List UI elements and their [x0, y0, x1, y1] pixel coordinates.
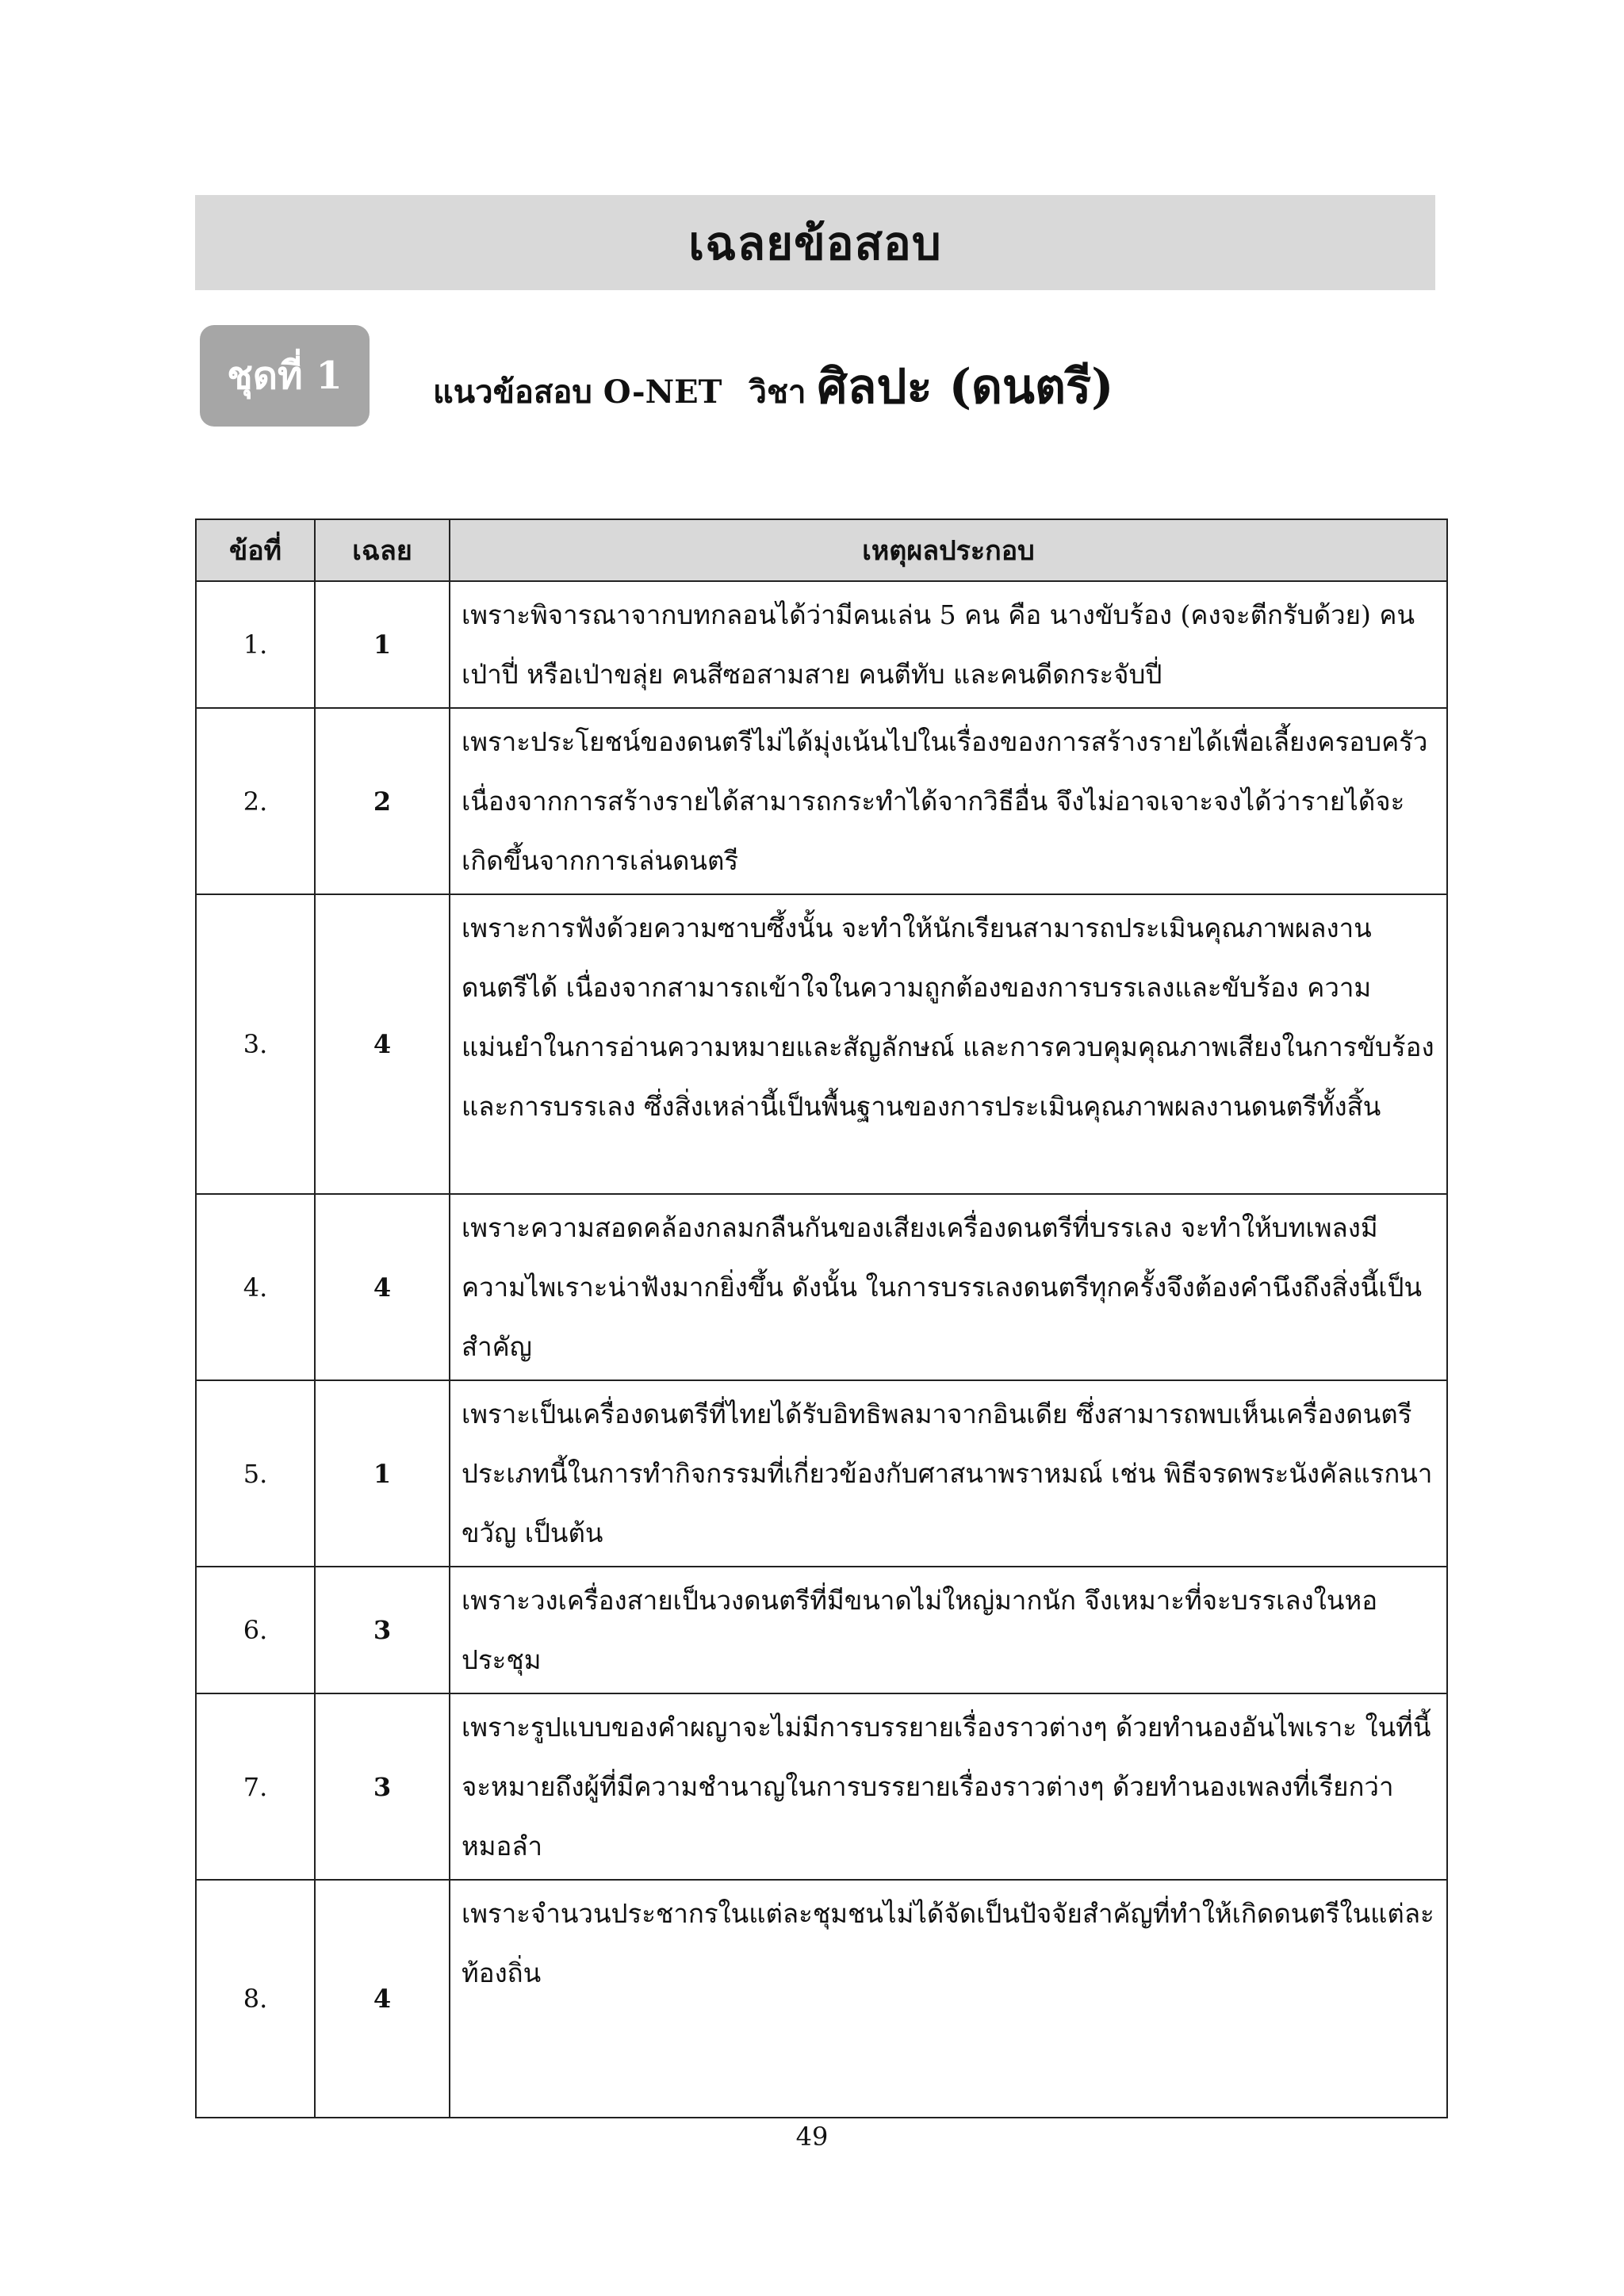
page-title: เฉลยข้อสอบ [688, 216, 942, 270]
answer-choice: 1 [315, 581, 450, 708]
answer-choice: 3 [315, 1567, 450, 1693]
answer-choice: 4 [315, 1194, 450, 1380]
column-header-question-no: ข้อที่ [196, 519, 315, 581]
answer-choice: 3 [315, 1693, 450, 1880]
table-row [196, 1880, 1447, 2118]
answer-reason: เพราะความสอดคล้องกลมกลืนกันของเสียงเครื่องดนตรีที่บรรเลง จะทำให้บทเพลงมีความไพเราะน่าฟังมากยิ่งขึ้น ดังนั้น ในการบรรเลงดนตรีทุกครั้งจึงต้องคำนึงถึงสิ่งนี้เป็นสำคัญ [450, 1194, 1447, 1380]
page-number: 49 [795, 2122, 829, 2152]
table-row [196, 1693, 1447, 1880]
question-number: 7. [196, 1693, 315, 1880]
table-row [196, 1194, 1447, 1380]
question-number: 2. [196, 708, 315, 894]
subject-label: วิชา [749, 373, 806, 411]
answer-reason: เพราะจำนวนประชากรในแต่ละชุมชนไม่ได้จัดเป็นปัจจัยสำคัญที่ทำให้เกิดดนตรีในแต่ละท้องถิ่น [450, 1880, 1447, 2118]
table-row [196, 708, 1447, 894]
answer-choice: 1 [315, 1380, 450, 1567]
question-number: 5. [196, 1380, 315, 1567]
table-row [196, 1380, 1447, 1567]
answer-reason: เพราะประโยชน์ของดนตรีไม่ได้มุ่งเน้นไปในเรื่องของการสร้างรายได้เพื่อเลี้ยงครอบครัว เนื่องจากการสร้างรายได้สามารถกระทำได้จากวิธีอื่น จึงไม่อาจเจาะจงได้ว่ารายได้จะเกิดขึ้นจากการเล่นดนตรี [450, 708, 1447, 894]
question-number: 3. [196, 894, 315, 1194]
answer-choice: 2 [315, 708, 450, 894]
title-band [195, 195, 1435, 290]
table-header-row [196, 519, 1447, 581]
answer-reason: เพราะรูปแบบของคำผญาจะไม่มีการบรรยายเรื่องราวต่างๆ ด้วยทำนองอันไพเราะ ในที่นี้จะหมายถึงผู้ที่มีความชำนาญในการบรรยายเรื่องราวต่างๆ ด้วยทำนองเพลงที่เรียกว่าหมอลำ [450, 1693, 1447, 1880]
answer-reason: เพราะวงเครื่องสายเป็นวงดนตรีที่มีขนาดไม่ใหญ่มากนัก จึงเหมาะที่จะบรรเลงในหอประชุม [450, 1567, 1447, 1693]
column-header-reason: เหตุผลประกอบ [450, 519, 1447, 581]
set-badge: ชุดที่ 1 [200, 325, 370, 427]
answer-reason: เพราะการฟังด้วยความซาบซึ้งนั้น จะทำให้นักเรียนสามารถประเมินคุณภาพผลงานดนตรีได้ เนื่องจากสามารถเข้าใจในความถูกต้องของการบรรเลงและขับร้อง ความแม่นยำในการอ่านความหมายและสัญลักษณ์ และการควบคุมคุณภาพเสียงในการขับร้องและการบรรเลง ซึ่งสิ่งเหล่านี้เป็นพื้นฐานของการประเมินคุณภาพผลงานดนตรีทั้งสิ้น [450, 894, 1447, 1194]
column-header-answer: เฉลย [315, 519, 450, 581]
table-row [196, 894, 1447, 1194]
question-number: 8. [196, 1880, 315, 2118]
answer-choice: 4 [315, 894, 450, 1194]
answer-choice: 4 [315, 1880, 450, 2118]
subject-name: ศิลปะ (ดนตรี) [817, 359, 1114, 415]
question-number: 6. [196, 1567, 315, 1693]
table-row [196, 1567, 1447, 1693]
question-number: 1. [196, 581, 315, 708]
table-row [196, 581, 1447, 708]
answer-table [195, 519, 1448, 2118]
question-number: 4. [196, 1194, 315, 1380]
exam-subtitle [433, 349, 1114, 436]
answer-reason: เพราะพิจารณาจากบทกลอนได้ว่ามีคนเล่น 5 คน คือ นางขับร้อง (คงจะตีกรับด้วย) คนเป่าปี่ หรือเป่าขลุ่ย คนสีซอสามสาย คนตีทับ และคนดีดกระจับปี่ [450, 581, 1447, 708]
answer-reason: เพราะเป็นเครื่องดนตรีที่ไทยได้รับอิทธิพลมาจากอินเดีย ซึ่งสามารถพบเห็นเครื่องดนตรีประเภทนี้ในการทำกิจกรรมที่เกี่ยวข้องกับศาสนาพราหมณ์ เช่น พิธีจรดพระนังคัลแรกนาขวัญ เป็นต้น [450, 1380, 1447, 1567]
exam-type-label: แนวข้อสอบ O-NET [433, 373, 722, 411]
